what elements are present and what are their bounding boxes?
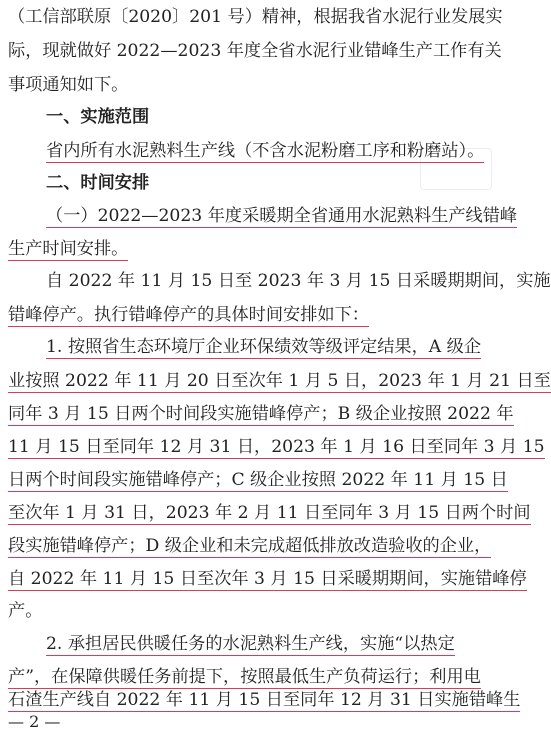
text-line-20: 2. 承担居民供暖任务的水泥熟料生产线，实施“以热定 <box>46 634 455 654</box>
subheading-line-1: （一）2022—2023 年度采暖期全省通用水泥熟料生产线错峰 <box>46 206 518 226</box>
text-line-10: 错峰停产。执行错峰停产的具体时间安排如下： <box>8 305 369 325</box>
text-line-14: 11 月 15 日至同年 12 月 31 日，2023 年 1 月 16 日至同年 3 月 15 <box>8 437 545 457</box>
text-line-18: 自 2022 年 11 月 15 日至次年 3 月 15 日采暖期期间，实施错峰停 <box>8 569 527 589</box>
text-line-scope: 省内所有水泥熟料生产线（不含水泥粉磨工序和粉磨站）。 <box>46 141 485 161</box>
text-line-16: 至次年 1 月 31 日，2023 年 2 月 11 日至同年 3 月 15 日两个时间 <box>8 503 531 523</box>
section-heading-scope: 一、实施范围 <box>46 107 150 127</box>
text-line-19: 产。 <box>8 601 43 621</box>
text-line-1: （工信部联原〔2020〕201 号）精神，根据我省水泥行业发展实 <box>8 7 503 27</box>
text-line-9: 自 2022 年 11 月 15 日至 2023 年 3 月 15 日采暖期期间，实施 <box>46 271 551 291</box>
text-line-3: 事项通知如下。 <box>8 75 129 95</box>
section-heading-schedule: 二、时间安排 <box>46 173 150 193</box>
text-line-13: 同年 3 月 15 日两个时间段实施错峰停产；B 级企业按照 2022 年 <box>8 404 514 424</box>
text-line-15: 日两个时间段实施错峰停产；C 级企业按照 2022 年 11 月 15 日 <box>8 470 508 490</box>
page-number: — 2 — <box>8 712 61 731</box>
text-line-12: 业按照 2022 年 11 月 20 日至次年 1 月 5 日，2023 年 1 月 21 日至 <box>8 371 551 391</box>
subheading-line-2: 生产时间安排。 <box>8 239 129 259</box>
text-line-11: 1. 按照省生态环境厅企业环保绩效等级评定结果，A 级企 <box>46 337 482 357</box>
text-line-22: 石渣生产线自 2022 年 11 月 15 日至同年 12 月 31 日实施错峰生 <box>8 690 521 710</box>
text-line-21: 产”，在保障供暖任务前提下，按照最低生产负荷运行；利用电 <box>8 667 481 687</box>
text-line-2: 际，现就做好 2022—2023 年度全省水泥行业错峰生产工作有关 <box>8 41 502 61</box>
text-line-17: 段实施错峰停产；D 级企业和未完成超低排放改造验收的企业， <box>8 536 492 556</box>
